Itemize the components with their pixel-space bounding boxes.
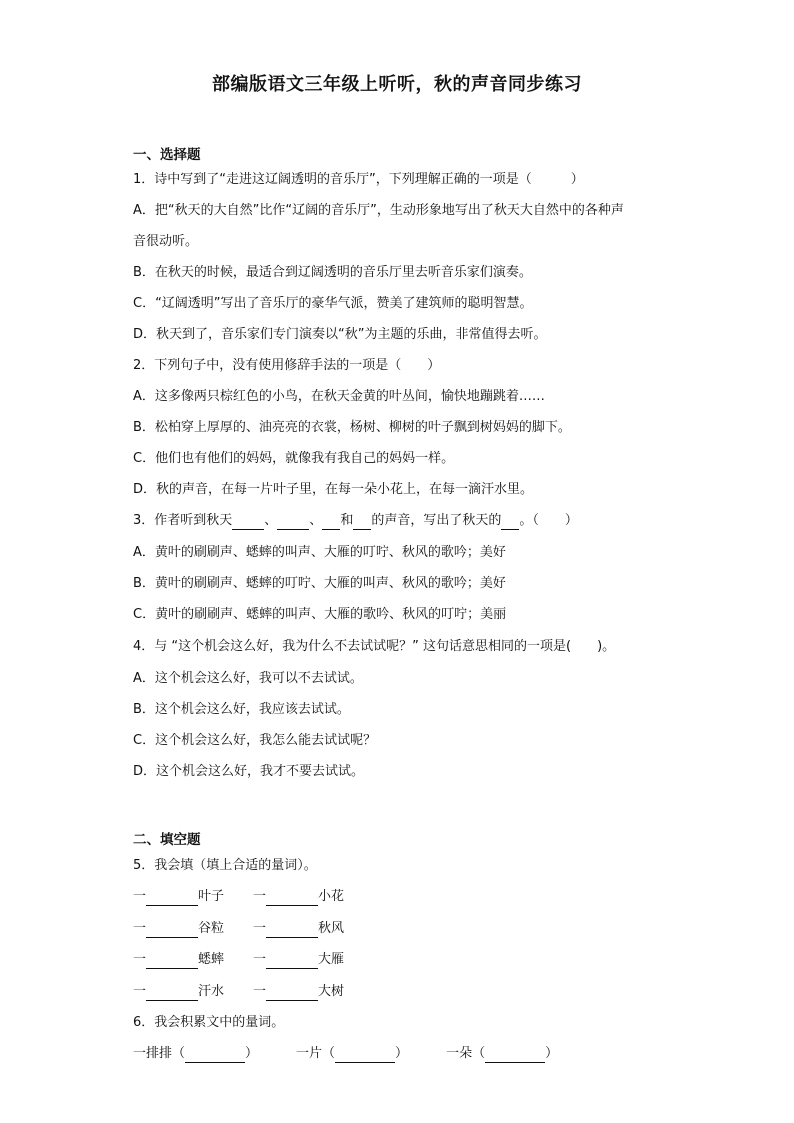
q6-item-label: 一朵（: [446, 1046, 486, 1061]
fill-blank[interactable]: [232, 515, 264, 530]
q5-word: 大雁: [318, 952, 345, 967]
q5-word: 小花: [318, 889, 345, 904]
q5-prefix: 一: [133, 889, 147, 904]
q6-close: ）: [245, 1046, 259, 1061]
q5-word: 谷粒: [198, 921, 225, 936]
q5-prefix: 一: [253, 889, 267, 904]
q1-option-a-line1: A．把“秋天的大自然”比作“辽阔的音乐厅”，生动形象地写出了秋天大自然中的各种声: [133, 203, 624, 218]
q5-row: [133, 888, 373, 906]
section-heading-fill: 二、填空题: [133, 832, 201, 848]
fill-blank[interactable]: [146, 986, 198, 1001]
q2-option-a: A．这多像两只棕红色的小鸟，在秋天金黄的叶丛间，愉快地蹦跳着……: [133, 389, 545, 404]
fill-blank[interactable]: [266, 923, 318, 938]
fill-blank[interactable]: [266, 986, 318, 1001]
q3-option-c: C．黄叶的刷刷声、蟋蟀的叫声、大雁的歌吟、秋风的叮咛；美丽: [133, 607, 507, 622]
q5-stem: 5．我会填（填上合适的量词）。: [133, 858, 317, 873]
fill-blank[interactable]: [485, 1048, 545, 1063]
q5-word: 叶子: [198, 889, 225, 904]
q2-option-c: C．他们也有他们的妈妈，就像我有我自己的妈妈一样。: [133, 451, 455, 466]
q5-row: [133, 920, 373, 938]
q5-prefix: 一: [133, 984, 147, 999]
q5-prefix: 一: [253, 984, 267, 999]
q3-option-b: B．黄叶的刷刷声、蟋蟀的叮咛、大雁的叫声、秋风的歌吟；美好: [133, 576, 506, 591]
q5-prefix: 一: [133, 921, 147, 936]
q1-option-a-line2: 音很动听。: [133, 234, 199, 249]
q4-option-a: A．这个机会这么好，我可以不去试试。: [133, 671, 363, 686]
q1-stem: 1．诗中写到了“走进这辽阔透明的音乐厅”，下列理解正确的一项是（ ）: [133, 172, 584, 187]
q3-stem-part: 、: [309, 513, 323, 528]
fill-blank[interactable]: [335, 1048, 395, 1063]
fill-blank[interactable]: [322, 515, 340, 530]
page-title: 部编版语文三年级上听听，秋的声音同步练习: [212, 74, 582, 95]
q3-option-a: A．黄叶的刷刷声、蟋蟀的叫声、大雁的叮咛、秋风的歌吟；美好: [133, 545, 506, 560]
q3-stem-part: 。（ ）: [519, 513, 578, 528]
q6-close: ）: [395, 1046, 409, 1061]
q2-option-b: B．松柏穿上厚厚的、油亮亮的衣裳，杨树、柳树的叶子飘到树妈妈的脚下。: [133, 420, 571, 435]
fill-blank[interactable]: [266, 891, 318, 906]
fill-blank[interactable]: [353, 515, 371, 530]
q4-option-b: B．这个机会这么好，我应该去试试。: [133, 702, 350, 717]
q5-word: 蟋蟀: [198, 952, 225, 967]
q2-stem: 2．下列句子中，没有使用修辞手法的一项是（ ）: [133, 358, 441, 373]
fill-blank[interactable]: [146, 891, 198, 906]
q6-stem: 6．我会积累文中的量词。: [133, 1015, 285, 1030]
q4-stem: 4．与 “这个机会这么好，我为什么不去试试呢？” 这句话意思相同的一项是( )。: [133, 639, 616, 654]
fill-blank[interactable]: [501, 515, 519, 530]
q5-prefix: 一: [133, 952, 147, 967]
q3-stem-part: 的声音，写出了秋天的: [371, 513, 502, 528]
q1-option-d: D．秋天到了，音乐家们专门演奏以“秋”为主题的乐曲，非常值得去听。: [133, 327, 547, 342]
q6-row: [133, 1045, 596, 1063]
fill-blank[interactable]: [146, 923, 198, 938]
section-heading-choice: 一、选择题: [133, 147, 201, 163]
q3-stem: [133, 512, 578, 530]
q6-close: ）: [545, 1046, 559, 1061]
q4-option-c: C．这个机会这么好，我怎么能去试试呢？: [133, 733, 377, 748]
q2-option-d: D．秋的声音，在每一片叶子里，在每一朵小花上，在每一滴汗水里。: [133, 482, 534, 497]
fill-blank[interactable]: [266, 954, 318, 969]
q3-stem-part: 和: [340, 513, 354, 528]
q5-prefix: 一: [253, 952, 267, 967]
q5-row: [133, 951, 373, 969]
q1-option-b: B．在秋天的时候，最适合到辽阔透明的音乐厅里去听音乐家们演奏。: [133, 265, 532, 280]
q5-word: 大树: [318, 984, 345, 999]
q5-word: 汗水: [198, 984, 225, 999]
q6-item-label: 一排排（: [133, 1046, 186, 1061]
q4-option-d: D．这个机会这么好，我才不要去试试。: [133, 764, 365, 779]
q5-prefix: 一: [253, 921, 267, 936]
q1-option-c: C．“辽阔透明”写出了音乐厅的豪华气派，赞美了建筑师的聪明智慧。: [133, 296, 533, 311]
q5-row: [133, 983, 373, 1001]
q3-stem-part: 、: [264, 513, 278, 528]
q6-item-label: 一片（: [296, 1046, 336, 1061]
q3-stem-part: 3．作者听到秋天: [133, 513, 233, 528]
fill-blank[interactable]: [277, 515, 309, 530]
fill-blank[interactable]: [185, 1048, 245, 1063]
fill-blank[interactable]: [146, 954, 198, 969]
q5-word: 秋风: [318, 921, 345, 936]
